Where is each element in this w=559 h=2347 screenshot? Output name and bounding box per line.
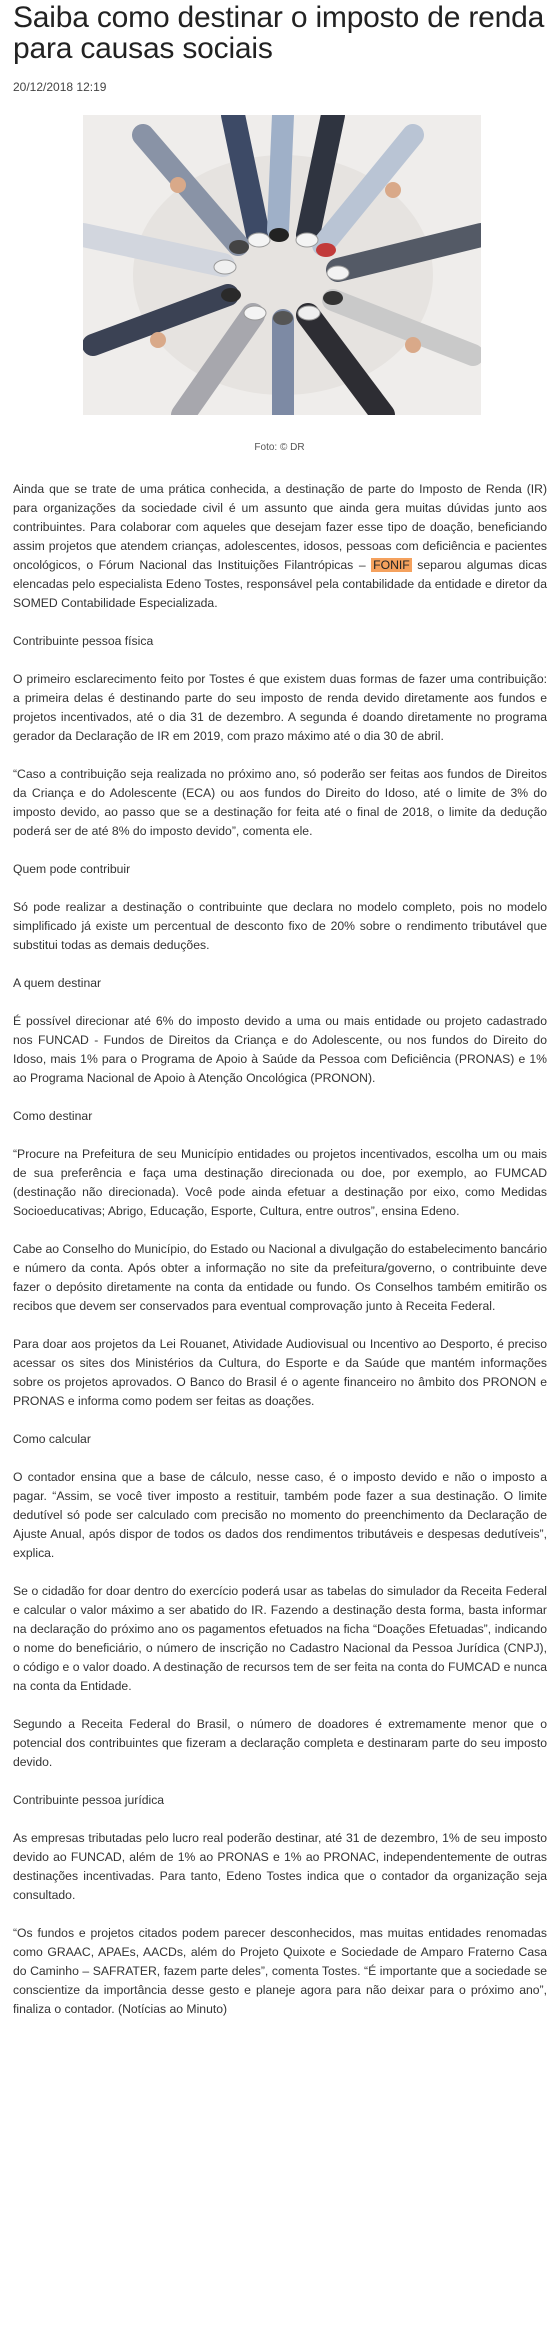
paragraph: “Caso a contribuição seja realizada no próximo ano, só poderão ser feitas aos fundos de Direitos da Criança e do Adolescente (ECA) ou aos fundos do Direito do Idoso, até o limite de 3% do imposto devido, ao passo que se a destinação for feita até o final de 2018, o limite da dedução poderá ser de até 8% do imposto devido”, comenta ele.: [13, 767, 547, 838]
paragraph-text: Ainda que se trate de uma prática conhecida, a destinação de parte do Imposto de Renda (IR) para organizações da sociedade civil é um assunto que ainda gera muitas dúvidas junto aos contribuintes. Para colaborar com aqueles que desejam fazer esse tipo de doação, beneficiando assim projetos que atendem crianças, adolescentes, idosos, pessoas com deficiência e pacientes oncológicos, o Fórum Nacional das Instituições Filantrópicas –: [13, 482, 547, 572]
paragraph: Para doar aos projetos da Lei Rouanet, Atividade Audiovisual ou Incentivo ao Desporto, é preciso acessar os sites dos Ministérios da Cultura, do Esporte e da Saúde que mantém informações sobre os projetos aprovados. O Banco do Brasil é o agente financeiro no âmbito dos PRONON e PRONAS e informa como podem ser feitas as doações.: [13, 1337, 547, 1408]
paragraph-intro: [13, 480, 547, 613]
article-date: 20/12/2018 12:19: [13, 80, 107, 94]
paragraph: É possível direcionar até 6% do imposto devido a uma ou mais entidade ou projeto cadastrado nos FUNCAD - Fundos de Direitos da Criança e do Adolescente, ou nos fundos do Direito do Idoso, mais 1% para o Programa de Apoio à Saúde da Pessoa com Deficiência (PRONAS) e 1% ao Programa Nacional de Apoio à Atenção Oncológica (PRONON).: [13, 1014, 547, 1085]
section-heading: Como calcular: [13, 1432, 91, 1446]
section-heading: Contribuinte pessoa jurídica: [13, 1793, 165, 1807]
paragraph: O contador ensina que a base de cálculo, nesse caso, é o imposto devido e não o imposto a pagar. “Assim, se você tiver imposto a restituir, também pode fazer a sua destinação. O limite dedutível só pode ser calculado com precisão no momento do preenchimento da Declaração de Ajuste Anual, após dispor de todos os dados dos rendimentos tributáveis e despesas dedutíveis”, explica.: [13, 1470, 547, 1560]
paragraph-text: separou algumas dicas elencadas pelo especialista Edeno Tostes, responsável pela contabilidade da entidade e diretor da SOMED Contabilidade Especializada.: [13, 558, 547, 610]
paragraph: Se o cidadão for doar dentro do exercício poderá usar as tabelas do simulador da Receita Federal e calcular o valor máximo a ser abatido do IR. Fazendo a destinação desta forma, basta informar na declaração do próximo ano os pagamentos efetuados na ficha “Doações Efetuadas”, indicando o nome do beneficiário, o número de inscrição no Cadastro Nacional da Pessoa Jurídica (CNPJ), o código e o valor doado. A destinação de recursos tem de ser feita na conta do FUMCAD e nunca na conta da Entidade.: [13, 1584, 547, 1693]
people-in-circle-photo: [83, 115, 481, 415]
section-heading: Quem pode contribuir: [13, 862, 131, 876]
article-body: [13, 480, 547, 2038]
section-heading: Contribuinte pessoa física: [13, 634, 154, 648]
article-title: Saiba como destinar o imposto de renda para causas sociais: [13, 1, 545, 65]
article-photo: [83, 115, 481, 415]
photo-caption: Foto: © DR: [254, 442, 305, 453]
paragraph: O primeiro esclarecimento feito por Tostes é que existem duas formas de fazer uma contribuição: a primeira delas é destinando parte do seu imposto de renda devido diretamente aos fundos e projetos incentivados, até o dia 31 de dezembro. A segunda é doando diretamente no programa gerador da Declaração de IR em 2019, com prazo máximo até o dia 30 de abril.: [13, 672, 547, 743]
paragraph: Segundo a Receita Federal do Brasil, o número de doadores é extremamente menor que o potencial dos contribuintes que fizeram a declaração completa e destinaram parte do seu imposto devido.: [13, 1717, 547, 1769]
fonif-link[interactable]: FONIF: [373, 558, 410, 572]
paragraph: Cabe ao Conselho do Município, do Estado ou Nacional a divulgação do estabelecimento bancário e número da conta. Após obter a informação no site da prefeitura/governo, o contribuinte deve fazer o depósito diretamente na conta da entidade ou fundo. Os Conselhos também emitirão os recibos que devem ser conservados para eventual comprovação junto à Receita Federal.: [13, 1242, 547, 1313]
paragraph: Só pode realizar a destinação o contribuinte que declara no modelo completo, pois no modelo simplificado já existe um percentual de desconto fixo de 20% sobre o rendimento tributável que substitui todas as demais deduções.: [13, 900, 547, 952]
paragraph: As empresas tributadas pelo lucro real poderão destinar, até 31 de dezembro, 1% de seu imposto devido ao FUNCAD, além de 1% ao PRONAS e 1% ao PRONAC, independentemente de outras destinações incentivadas. Para tanto, Edeno Tostes indica que o contador da organização seja consultado.: [13, 1831, 547, 1902]
section-heading: Como destinar: [13, 1109, 93, 1123]
section-heading: A quem destinar: [13, 976, 102, 990]
paragraph: “Procure na Prefeitura de seu Município entidades ou projetos incentivados, escolha um ou mais de sua preferência e faça uma destinação direcionada ou doe, por exemplo, ao FUMCAD (destinação não direcionada). Você pode ainda efetuar a destinação por eixo, como Medidas Socioeducativas; Abrigo, Educação, Esporte, Cultura, entre outros”, ensina Edeno.: [13, 1147, 547, 1218]
paragraph: “Os fundos e projetos citados podem parecer desconhecidos, mas muitas entidades renomadas como GRAAC, APAEs, AACDs, além do Projeto Quixote e Sociedade de Amparo Fraterno Casa do Caminho – SAFRATER, fazem parte deles”, comenta Tostes. “É importante que a sociedade se conscientize da importância desse gesto e planeje agora para não deixar para o próximo ano”, finaliza o contador. (Notícias ao Minuto): [13, 1926, 547, 2016]
